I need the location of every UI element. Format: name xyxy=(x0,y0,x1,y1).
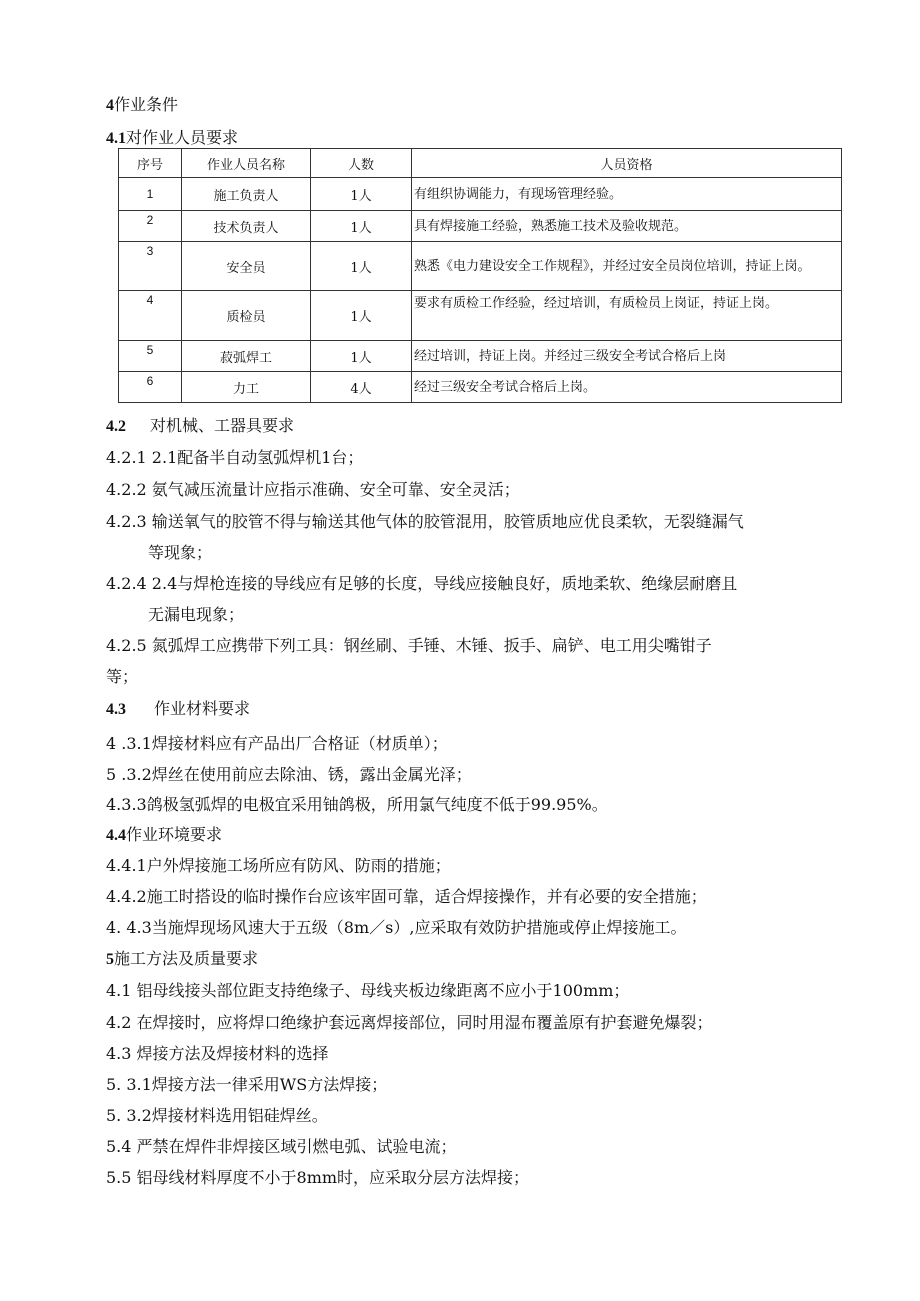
cell-count: 1人 xyxy=(311,211,412,242)
cell-no: 6 xyxy=(119,372,182,403)
section-title: 作业材料要求 xyxy=(154,699,251,718)
cell-name: 技术负责人 xyxy=(182,211,311,242)
item-4-2-5: 4.2.5 氮弧焊工应携带下列工具：钢丝刷、手锤、木锤、扳手、扁铲、电工用尖嘴钳子 xyxy=(106,636,712,655)
section-4-3-heading xyxy=(106,696,250,719)
item-4-4-2: 4.4.2施工时搭设的临时操作台应该牢固可靠，适合焊接操作，并有必要的安全措施； xyxy=(106,887,707,906)
item-5-4: 5.4 严禁在焊件非焊接区域引燃电弧、试验电流； xyxy=(106,1137,457,1156)
item-4-2-3-cont: 等现象； xyxy=(148,543,213,562)
item-4-2-5-cont: 等； xyxy=(106,667,139,686)
cell-name: 菽弧焊工 xyxy=(182,341,311,372)
cell-no: 3 xyxy=(119,242,182,291)
cell-qualification: 具有焊接施工经验，熟悉施工技术及验收规范。 xyxy=(412,211,842,242)
cell-no: 2 xyxy=(119,211,182,242)
item-5-5: 5.5 铝母线材料厚度不小于8mm时，应采取分层方法焊接； xyxy=(106,1168,530,1187)
item-4-3-1: 4 .3.1焊接材料应有产品出厂合格证（材质单）； xyxy=(106,734,448,753)
item-4-3-3: 4.3.3鸽极氢弧焊的电极宜采用铀鸽极，所用氯气纯度不低于99.95%。 xyxy=(106,795,608,814)
cell-qualification: 要求有质检工作经验，经过培训，有质检员上岗证，持证上岗。 xyxy=(412,291,842,341)
table-row xyxy=(119,178,842,211)
item-4-4-3: 4. 4.3当施焊现场风速大于五级（8m／s）,应采取有效防护措施或停止焊接施工。 xyxy=(106,918,687,937)
header-count: 人数 xyxy=(311,149,412,178)
cell-name: 力工 xyxy=(182,372,311,403)
item-4-3-2: 5 .3.2焊丝在使用前应去除油、锈，露出金属光泽； xyxy=(106,765,472,784)
header-no: 序号 xyxy=(119,149,182,178)
item-5-2: 4.2 在焊接时，应将焊口绝缘护套远离焊接部位，同时用湿布覆盖原有护套避免爆裂； xyxy=(106,1013,713,1032)
cell-no: 5 xyxy=(119,341,182,372)
section-number: 4.3 xyxy=(106,701,126,718)
cell-count: 1人 xyxy=(311,178,412,211)
section-number: 4.1 xyxy=(106,130,126,147)
table-row xyxy=(119,341,842,372)
section-title: 对机械、工器具要求 xyxy=(150,416,295,435)
item-4-2-1: 4.2.1 2.1配备半自动氢弧焊机1台； xyxy=(106,448,364,467)
cell-qualification: 经过培训，持证上岗。并经过三级安全考试合格后上岗 xyxy=(412,341,842,372)
item-4-2-2: 4.2.2 氨气减压流量计应指示准确、安全可靠、安全灵活； xyxy=(106,480,520,499)
section-number: 4.2 xyxy=(106,418,126,435)
cell-qualification: 经过三级安全考试合格后上岗。 xyxy=(412,372,842,403)
cell-name: 安全员 xyxy=(182,242,311,291)
item-4-2-3: 4.2.3 输送氧气的胶管不得与输送其他气体的胶管混用，胶管质地应优良柔软，无裂缝漏气 xyxy=(106,512,744,531)
cell-no: 1 xyxy=(119,178,182,211)
cell-count: 4人 xyxy=(311,372,412,403)
item-5-3-1: 5. 3.1焊接方法一律采用WS方法焊接； xyxy=(106,1075,388,1094)
item-5-1: 4.1 铝母线接头部位距支持绝缘子、母线夹板边缘距离不应小于100mm； xyxy=(106,981,630,1000)
cell-count: 1人 xyxy=(311,341,412,372)
table-row xyxy=(119,242,842,291)
item-4-4-1: 4.4.1户外焊接施工场所应有防风、防雨的措施； xyxy=(106,856,451,875)
table-row xyxy=(119,372,842,403)
cell-count: 1人 xyxy=(311,291,412,341)
section-5-heading xyxy=(106,946,258,969)
cell-no: 4 xyxy=(119,291,182,341)
section-title: 作业条件 xyxy=(114,95,179,114)
section-title: 作业环境要求 xyxy=(126,825,223,844)
section-title: 对作业人员要求 xyxy=(126,128,239,147)
section-4-heading xyxy=(106,92,178,115)
header-qualification: 人员资格 xyxy=(412,149,842,178)
item-4-2-4-cont: 无漏电现象； xyxy=(148,605,245,624)
cell-qualification: 熟悉《电力建设安全工作规程》，并经过安全员岗位培训，持证上岗。 xyxy=(412,242,842,291)
item-4-2-4: 4.2.4 2.4与焊枪连接的导线应有足够的长度，导线应接触良好，质地柔软、绝缘层耐磨且 xyxy=(106,574,738,593)
item-5-3: 4.3 焊接方法及焊接材料的选择 xyxy=(106,1044,329,1063)
table-row xyxy=(119,211,842,242)
staff-requirements-table xyxy=(118,148,842,403)
cell-qualification: 有组织协调能力，有现场管理经验。 xyxy=(412,178,842,211)
section-4-1-heading xyxy=(106,125,238,148)
section-number: 5 xyxy=(106,951,114,968)
cell-name: 质检员 xyxy=(182,291,311,341)
section-4-2-heading xyxy=(106,413,294,436)
section-number: 4 xyxy=(106,97,114,114)
item-5-3-2: 5. 3.2焊接材料选用铝硅焊丝。 xyxy=(106,1106,328,1125)
cell-name: 施工负责人 xyxy=(182,178,311,211)
header-name: 作业人员名称 xyxy=(182,149,311,178)
cell-count: 1人 xyxy=(311,242,412,291)
table-row xyxy=(119,291,842,341)
section-number: 4.4 xyxy=(106,827,126,844)
section-title: 施工方法及质量要求 xyxy=(114,949,259,968)
table-header-row xyxy=(119,149,842,178)
section-4-4-heading xyxy=(106,822,222,845)
